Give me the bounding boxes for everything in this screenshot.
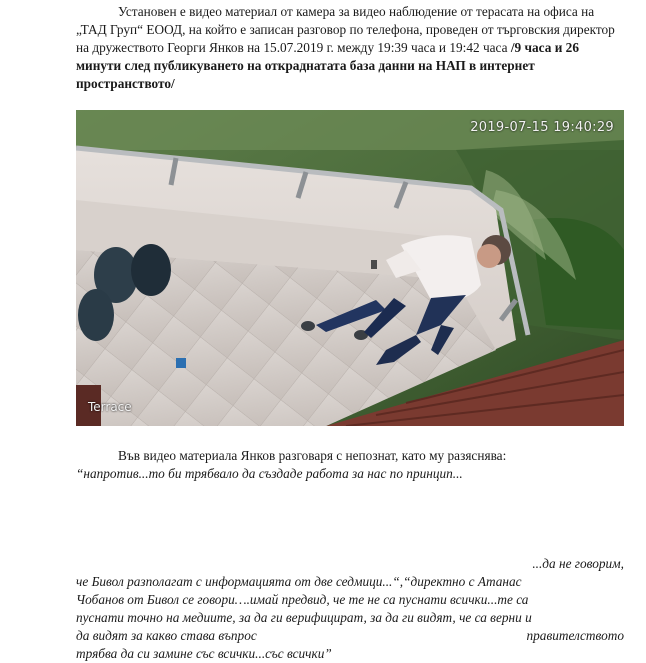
intro-bold-3: /9 часа и 26 [510, 40, 579, 55]
quote-line-2 [76, 555, 624, 573]
quote-text-1: “напротив...то би трябвало да създаде работа за нас по принцип... [76, 466, 463, 481]
quote-text-7: трябва да си замине със всички...със всички” [76, 646, 332, 661]
quote-line-3 [76, 573, 624, 591]
quote-line-4 [76, 591, 624, 609]
intro-text-2: „ТАД Груп“ ЕООД, на който е записан разговор по телефона, проведен от търговския директор [76, 22, 615, 37]
intro-line-4 [76, 57, 624, 75]
intro-line-2 [76, 21, 624, 39]
intro-line-3 [76, 39, 624, 57]
intro-text-3: на дружеството Георги Янков на 15.07.2019 г. между 19:39 часа и 19:42 часа [76, 40, 511, 55]
video-timestamp: 2019-07-15 19:40:29 [470, 120, 614, 135]
quote-line-5 [76, 609, 624, 627]
quote-text-5: пуснати точно на медиите, за да ги верифицират, за да ги видят, че са верни и [76, 610, 532, 625]
intro-bold-4: минути след публикуването на откраднатата база данни на НАП в интернет [76, 58, 535, 73]
camera-label: Terrace [88, 400, 132, 414]
quote-text-6b: правителството [526, 628, 624, 643]
surveillance-photo [76, 110, 624, 426]
intro-bold-5: пространството/ [76, 76, 175, 91]
intro-line-5 [76, 75, 624, 93]
intro-line-1 [76, 3, 624, 21]
intro-text-1: Установен е видео материал от камера за видео наблюдение от терасата на офиса на [118, 4, 595, 19]
conversation-intro [76, 447, 624, 465]
quote-line-1 [76, 465, 624, 483]
quote-line-6 [76, 627, 624, 645]
conversation-intro-text: Във видео материала Янков разговаря с непознат, като му разяснява: [118, 448, 507, 463]
quote-line-7 [76, 645, 624, 663]
quote-text-6a: да видят за какво става въпрос [76, 628, 257, 643]
quote-text-2: ...да не говорим, [532, 556, 624, 571]
quote-text-3: че Бивол разполагат с информацията от две седмици...“,“директно с Атанас [76, 574, 522, 589]
terrace-scene [76, 110, 624, 426]
quote-text-4: Чобанов от Бивол се говори….имай предвид, че те не са пуснати всички...те са [76, 592, 529, 607]
